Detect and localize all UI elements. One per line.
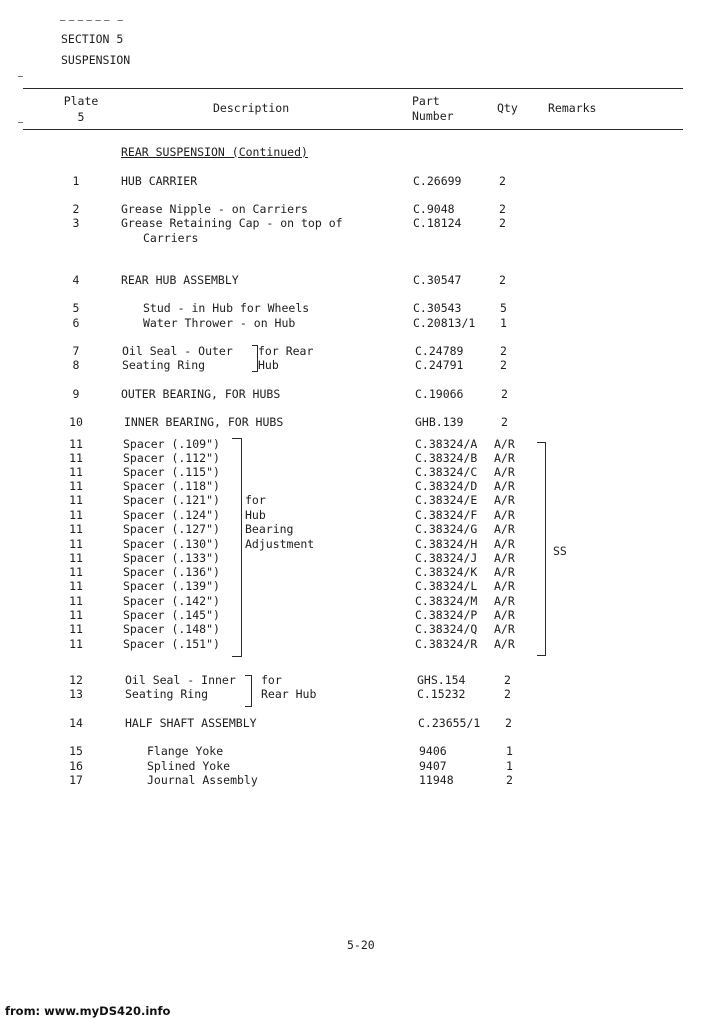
part-qty: 2 (504, 687, 511, 701)
part-description: Spacer (.109") (123, 437, 220, 451)
plate-number: 12 (69, 673, 83, 687)
plate-number: 11 (69, 437, 83, 451)
part-qty: A/R (494, 437, 515, 451)
part-description: Spacer (.139") (123, 579, 220, 593)
col-remarks: Remarks (548, 101, 597, 115)
part-number: C.30543 (413, 301, 462, 315)
part-qty: 2 (499, 174, 506, 188)
part-qty: A/R (494, 537, 515, 551)
part-description: Spacer (.124") (123, 508, 220, 522)
part-number: C.9048 (413, 202, 455, 216)
part-number: C.38324/J (415, 551, 478, 565)
plate-number: 11 (69, 579, 83, 593)
plate-number: 17 (69, 773, 83, 787)
col-qty: Qty (497, 101, 518, 115)
plate-number: 16 (69, 759, 83, 773)
part-description: HALF SHAFT ASSEMBLY (125, 716, 257, 730)
part-number: C.38324/R (415, 637, 478, 651)
bracket-remarks (537, 442, 546, 656)
plate-number: 11 (69, 537, 83, 551)
part-qty: 2 (500, 344, 507, 358)
plate-number: 11 (69, 594, 83, 608)
part-description: Spacer (.127") (123, 522, 220, 536)
plate-number: 3 (72, 216, 80, 230)
part-number: C.38324/K (415, 565, 478, 579)
remark-ss: SS (553, 544, 567, 558)
plate-number: 11 (69, 622, 83, 636)
col-plate-label: Plate (63, 94, 99, 108)
plate-number: 11 (69, 451, 83, 465)
header-top-rule (23, 88, 683, 89)
part-description: Oil Seal - Inner (125, 673, 236, 687)
plate-number: 8 (72, 358, 80, 372)
part-number: C.18124 (413, 216, 462, 230)
part-number: 9406 (419, 744, 447, 758)
part-description-cont: Carriers (143, 231, 199, 245)
plate-number: 11 (69, 508, 83, 522)
part-qty: 1 (506, 759, 513, 773)
part-qty: 5 (500, 301, 507, 315)
section-title: SUSPENSION (61, 53, 131, 67)
note-spacer-3: Bearing (245, 522, 294, 536)
part-number: 9407 (419, 759, 447, 773)
part-number: C.38324/G (415, 522, 478, 536)
part-qty: A/R (494, 479, 515, 493)
page-number: 5-20 (347, 938, 375, 952)
plate-number: 11 (69, 522, 83, 536)
part-qty: 2 (505, 716, 512, 730)
part-description: Seating Ring (122, 358, 206, 372)
part-description: Spacer (.112") (123, 451, 220, 465)
part-qty: A/R (494, 493, 515, 507)
part-qty: 2 (499, 273, 506, 287)
part-qty: 2 (500, 358, 507, 372)
part-qty: 2 (501, 387, 508, 401)
part-description: Grease Nipple - on Carriers (121, 202, 308, 216)
part-qty: A/R (494, 465, 515, 479)
part-number: GHB.139 (415, 415, 464, 429)
part-description: Spacer (.121") (123, 493, 220, 507)
bracket-inner (245, 675, 252, 707)
col-part-number: Number (412, 109, 454, 123)
note-spacer-4: Adjustment (245, 537, 315, 551)
part-number: C.30547 (413, 273, 462, 287)
part-number: C.19066 (415, 387, 464, 401)
part-description: Spacer (.118") (123, 479, 220, 493)
note-rear-outer-1: for Rear (258, 344, 314, 358)
part-number: C.38324/P (415, 608, 478, 622)
note-inner-1: for (261, 673, 282, 687)
plate-number: 11 (69, 608, 83, 622)
note-spacer-2: Hub (245, 508, 266, 522)
plate-number: 6 (72, 316, 80, 330)
header-dashes: — — — — — — — (60, 16, 122, 26)
part-qty: 1 (500, 316, 507, 330)
part-number: C.20813/1 (413, 316, 476, 330)
part-description: Spacer (.133") (123, 551, 220, 565)
part-number: 11948 (419, 773, 454, 787)
header-bottom-rule (23, 129, 683, 130)
part-number: C.38324/L (415, 579, 478, 593)
note-rear-outer-2: Hub (258, 358, 279, 372)
part-number: C.24789 (415, 344, 464, 358)
plate-number: 11 (69, 551, 83, 565)
part-number: C.38324/B (415, 451, 478, 465)
plate-number: 2 (72, 202, 80, 216)
plate-number: 13 (69, 687, 83, 701)
part-description: Spacer (.151") (123, 637, 220, 651)
plate-number: 7 (72, 344, 80, 358)
note-inner-2: Rear Hub (261, 687, 317, 701)
part-qty: 2 (504, 673, 511, 687)
part-number: C.38324/Q (415, 622, 478, 636)
plate-number: 9 (72, 387, 80, 401)
plate-number: 11 (69, 479, 83, 493)
part-qty: A/R (494, 508, 515, 522)
part-description: Splined Yoke (147, 759, 231, 773)
part-description: REAR HUB ASSEMBLY (121, 273, 239, 287)
part-qty: A/R (494, 622, 515, 636)
part-description: Stud - in Hub for Wheels (143, 301, 310, 315)
bracket-spacers (232, 438, 242, 657)
part-description: Oil Seal - Outer (122, 344, 233, 358)
part-description: Spacer (.130") (123, 537, 220, 551)
part-qty: A/R (494, 522, 515, 536)
part-description: HUB CARRIER (121, 174, 198, 188)
plate-number: 1 (72, 174, 80, 188)
part-description: Flange Yoke (147, 744, 224, 758)
source-footer: from: www.myDS420.info (5, 1004, 171, 1018)
part-qty: 2 (499, 216, 506, 230)
part-qty: A/R (494, 608, 515, 622)
part-qty: A/R (494, 637, 515, 651)
part-number: C.38324/A (415, 437, 478, 451)
part-description: Seating Ring (125, 687, 209, 701)
plate-number: 14 (69, 716, 83, 730)
part-number: C.38324/M (415, 594, 478, 608)
plate-number: 11 (69, 637, 83, 651)
part-qty: 1 (506, 744, 513, 758)
margin-tick (18, 122, 23, 123)
part-number: C.38324/C (415, 465, 478, 479)
part-description: Spacer (.136") (123, 565, 220, 579)
part-description: Spacer (.145") (123, 608, 220, 622)
subheading: REAR SUSPENSION (Continued) (121, 145, 308, 159)
col-plate-number: 5 (77, 110, 85, 124)
part-number: C.38324/F (415, 508, 478, 522)
part-description: Grease Retaining Cap - on top of (121, 216, 343, 230)
part-qty: A/R (494, 565, 515, 579)
part-qty: A/R (494, 579, 515, 593)
part-qty: A/R (494, 551, 515, 565)
col-description: Description (213, 101, 290, 115)
part-description: Spacer (.148") (123, 622, 220, 636)
note-spacer-1: for (245, 493, 266, 507)
plate-number: 11 (69, 565, 83, 579)
part-number: C.26699 (413, 174, 462, 188)
part-description: Journal Assembly (147, 773, 258, 787)
plate-number: 5 (72, 301, 80, 315)
part-qty: 2 (501, 415, 508, 429)
part-qty: A/R (494, 594, 515, 608)
part-number: C.24791 (415, 358, 464, 372)
margin-tick (18, 76, 23, 77)
plate-number: 10 (69, 415, 83, 429)
part-qty: 2 (506, 773, 513, 787)
part-number: C.38324/E (415, 493, 478, 507)
part-qty: A/R (494, 451, 515, 465)
plate-number: 11 (69, 493, 83, 507)
plate-number: 11 (69, 465, 83, 479)
part-description: Spacer (.142") (123, 594, 220, 608)
part-number: C.23655/1 (418, 716, 481, 730)
col-part-label: Part (412, 94, 440, 108)
part-description: Spacer (.115") (123, 465, 220, 479)
part-number: C.15232 (417, 687, 466, 701)
part-description: OUTER BEARING, FOR HUBS (121, 387, 281, 401)
plate-number: 15 (69, 744, 83, 758)
part-qty: 2 (499, 202, 506, 216)
plate-number: 4 (72, 273, 80, 287)
section-label: SECTION 5 (61, 32, 124, 46)
part-number: GHS.154 (417, 673, 466, 687)
part-description: INNER BEARING, FOR HUBS (124, 415, 284, 429)
part-description: Water Thrower - on Hub (143, 316, 296, 330)
part-number: C.38324/D (415, 479, 478, 493)
part-number: C.38324/H (415, 537, 478, 551)
